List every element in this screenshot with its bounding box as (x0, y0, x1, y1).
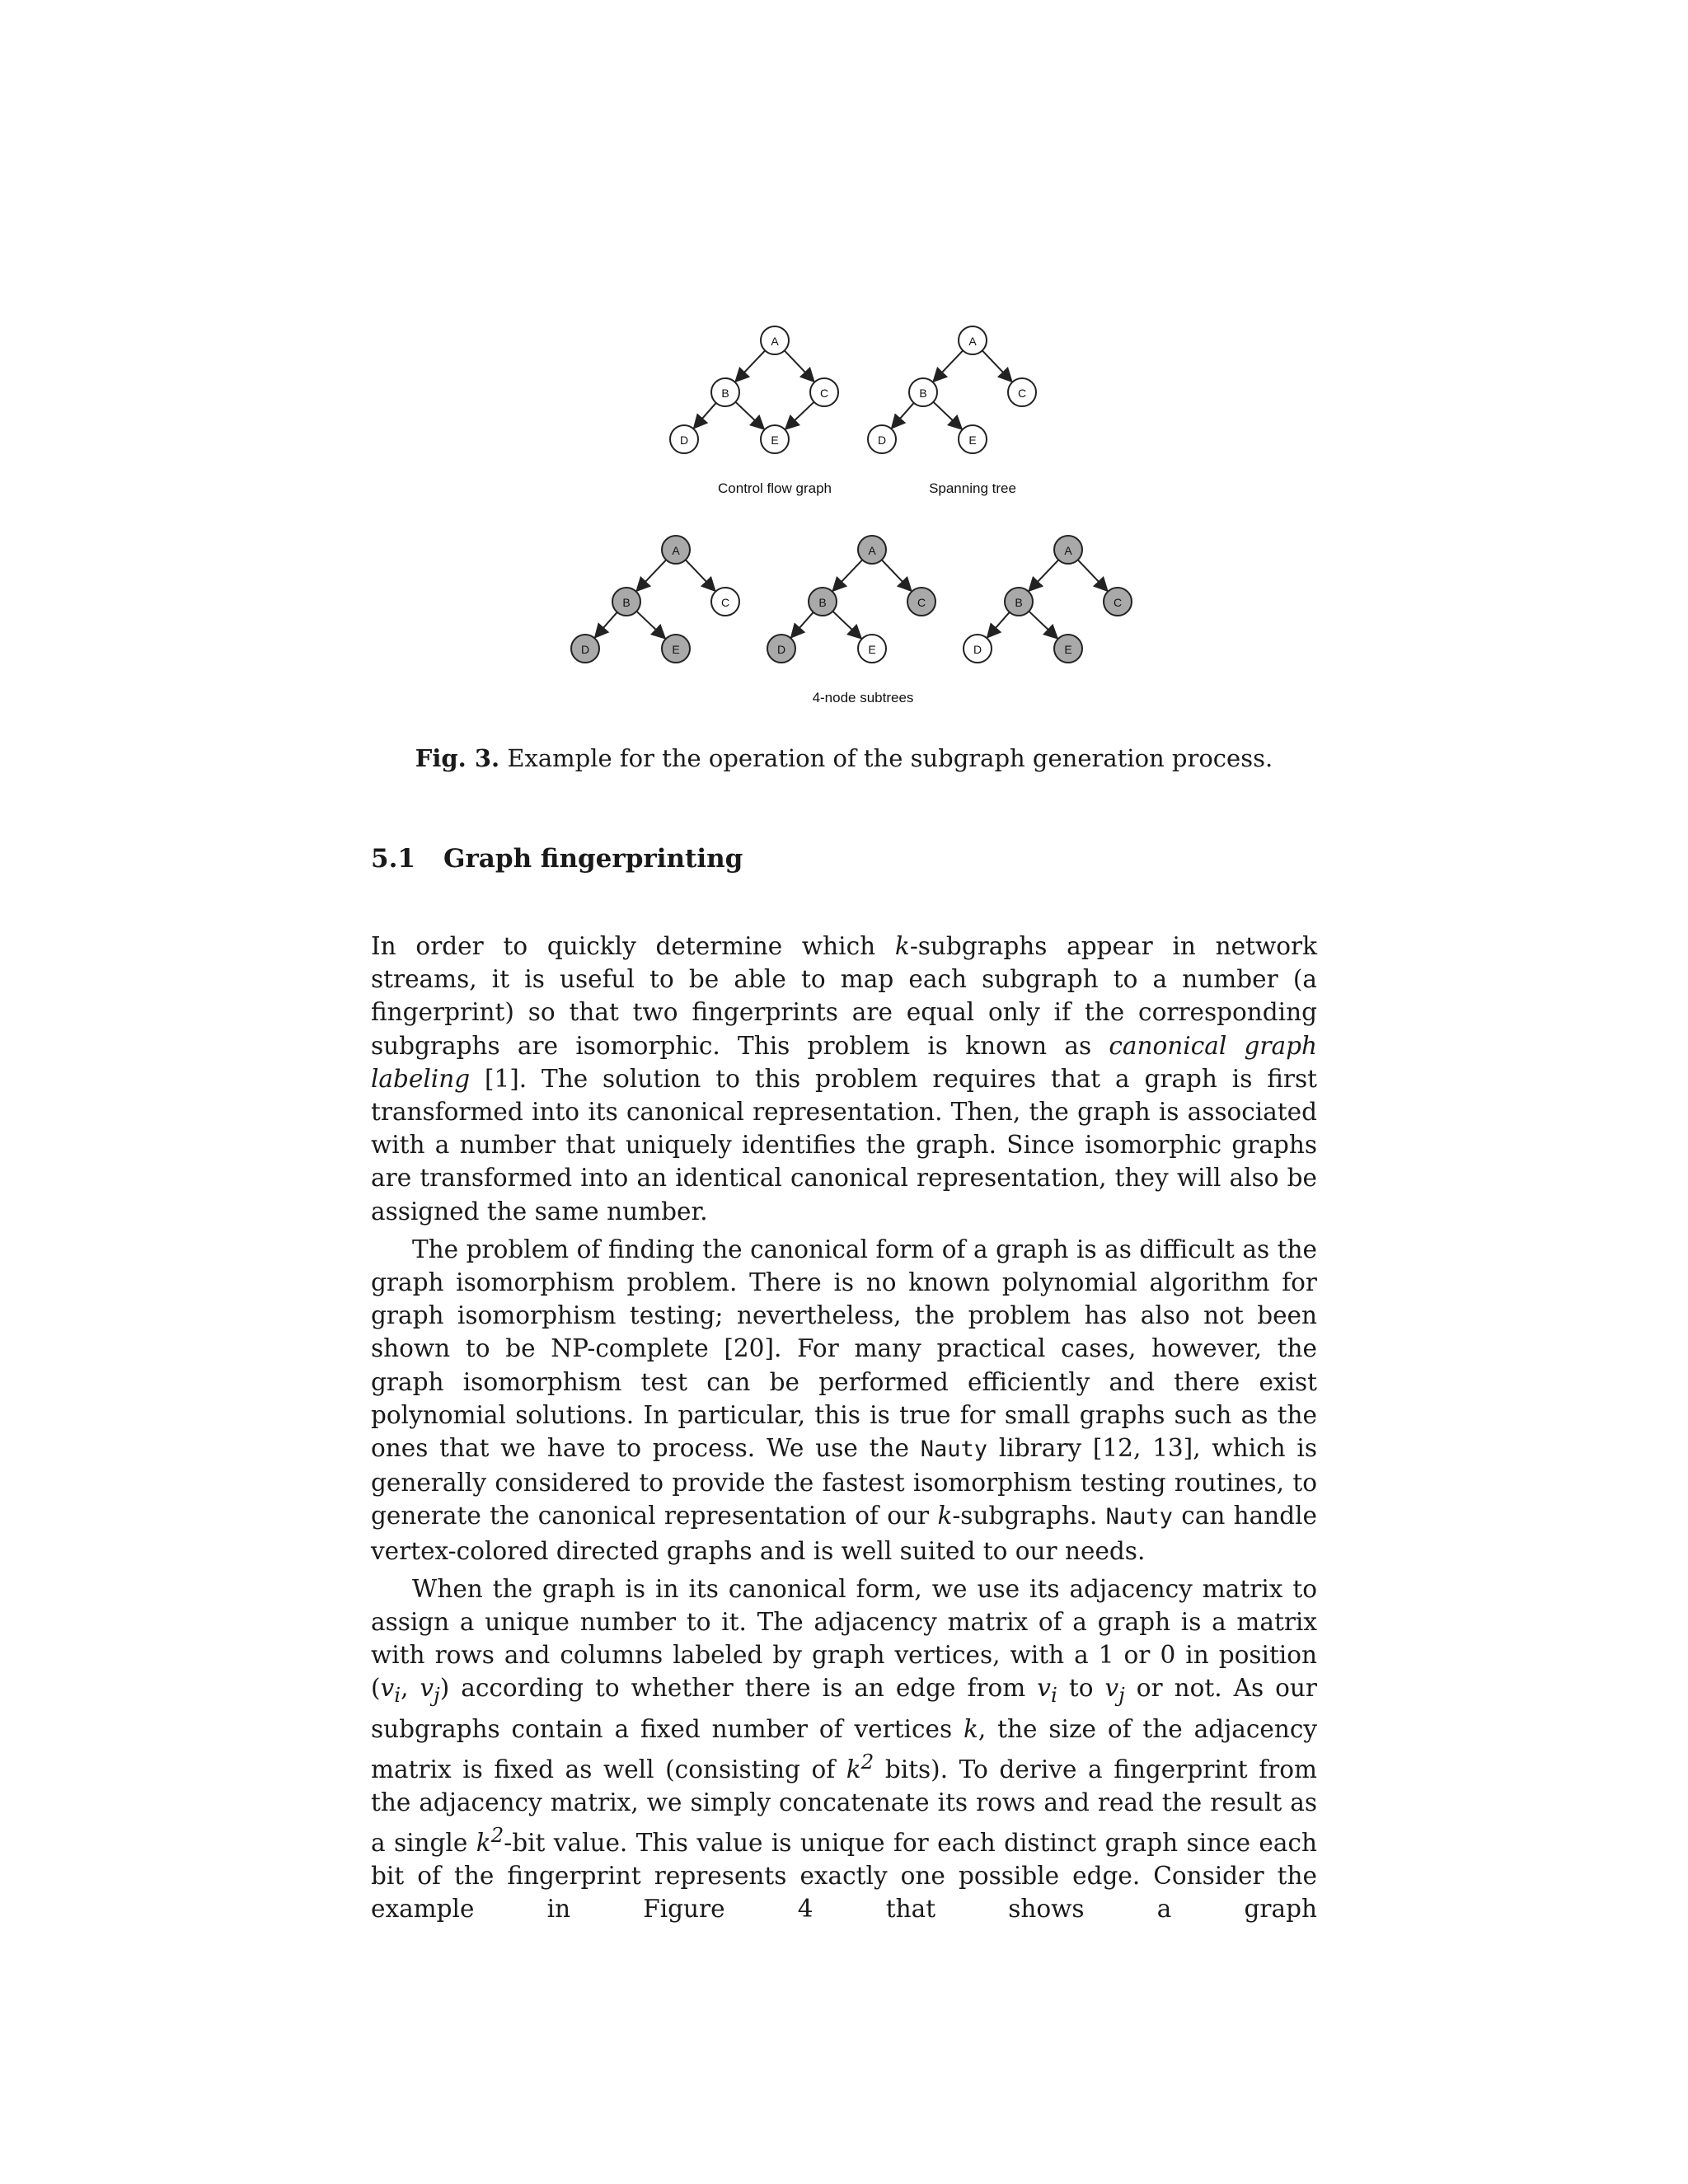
graph-node-label: D (877, 434, 887, 447)
paragraph-2: The problem of finding the canonical form of a graph is as difficult as the graph isomorphism problem. There is no known polynomial algorithm for graph isomorphism testing; nevertheless, the problem has also not been shown to be NP-complete [20]. For many practical cases, however, the graph isomorphism test can be performed efficiently and there exist polynomial solutions. In particular, this is true for small graphs such as the ones that we have to process. We use the Nauty library [12, 13], which is generally considered to provide the fastest isomorphism testing routines, to generate the canonical representation of our k-subgraphs. Nauty can handle vertex-colored directed graphs and is well suited to our needs. (371, 1235, 1317, 1565)
figure-caption (371, 742, 1317, 775)
graph-edge (694, 403, 716, 429)
graph-node-label: A (672, 544, 680, 557)
graph-edge (1029, 560, 1058, 591)
graph-edge (933, 402, 962, 429)
graph-edge (892, 403, 914, 429)
graph-node-label: E (672, 643, 680, 656)
graph-node-label: A (771, 335, 779, 348)
graph-node-label: B (721, 387, 729, 400)
section-number: 5.1 (371, 844, 415, 874)
graph-edge (785, 350, 814, 382)
graph-node-label: C (1113, 596, 1123, 609)
caption-text: Example for the operation of the subgraph generation process. (507, 744, 1273, 772)
graph-node-label: E (1064, 643, 1072, 656)
graph-node-label: D (973, 643, 982, 656)
graph-edge (785, 402, 814, 429)
graph-edge (686, 560, 715, 591)
graph-edge (832, 560, 862, 591)
graph-node-label: D (580, 643, 590, 656)
graph-node-label: C (720, 596, 730, 609)
graph-edge (595, 612, 617, 638)
spanning-tree-label: Spanning tree (929, 480, 1016, 496)
graph-edge (933, 350, 963, 382)
paragraph-3: When the graph is in its canonical form, we use its adjacency matrix to assign a unique number to it. The adjacency matrix of a graph is a matrix with rows and columns labeled by graph vertices, with a 1 or 0 in position ($v_i$, $v_j$) according to whether there is an edge from $v_i$ to $v_j$ or not. As our subgraphs contain a fixed number of vertices k, the size of the adjacency matrix is fixed as well (consisting of $k^2$ bits). To derive a fingerprint from the adjacency matrix, we simply concatenate its rows and read the result as a single $k^2$-bit value. This value is unique for each distinct graph since each bit of the fingerprint represents exactly one possible edge. Consider the example in Figure 4 that shows a graph (371, 1574, 1318, 1924)
graph-edge (1078, 560, 1108, 591)
section-title: Graph fingerprinting (443, 844, 743, 874)
graph-node-label: A (1064, 544, 1072, 557)
graph-node-label: C (819, 387, 829, 400)
graph-node-label: D (776, 643, 786, 656)
graph-edge (735, 350, 765, 382)
paragraph-1: In order to quickly determine which k-subgraphs appear in network streams, it is useful to be able to map each subgraph to a number (a fingerprint) so that two fingerprints are equal only if the corresponding subgraphs are isomorphic. This problem is known as canonical graph labeling [1]. The solution to this problem requires that a graph is first transformed into its canonical representation. Then, the graph is associated with a number that uniquely identifies the graph. Since isomorphic graphs are transformed into an identical canonical representation, they will also be assigned the same number. (371, 932, 1317, 1226)
graph-node-label: E (771, 434, 779, 447)
graph-node-label: C (917, 596, 926, 609)
body-text (371, 930, 1317, 1930)
graph-edge (1029, 612, 1057, 639)
graph-node-label: B (622, 596, 631, 609)
math-vj: $v_j$ (1104, 1674, 1125, 1708)
graph-node-label: B (1015, 596, 1023, 609)
graph-edge (882, 560, 912, 591)
math-k-squared: $k^2$ (846, 1749, 874, 1783)
graph-node-label: D (679, 434, 689, 447)
subtrees-label: 4-node subtrees (812, 690, 914, 705)
graph-node-label: C (1017, 387, 1027, 400)
graph-edge (636, 560, 666, 591)
graph-edge (832, 612, 861, 639)
graph-edge (791, 612, 814, 638)
graph-edge (636, 612, 665, 639)
graph-edge (987, 612, 1010, 638)
math-k-squared: $k^2$ (476, 1823, 504, 1857)
graph-node-label: E (868, 643, 876, 656)
graph-edge (982, 350, 1012, 382)
figure-3-diagram (0, 0, 1688, 725)
math-vi: $v_i$ (1037, 1674, 1057, 1708)
graph-node-label: B (919, 387, 927, 400)
caption-label: Fig. 3. (415, 744, 500, 772)
graph-node-label: B (818, 596, 827, 609)
graph-edge (735, 402, 764, 429)
math-position: ($v_i$, $v_j$) (371, 1674, 450, 1708)
section-heading (371, 842, 743, 875)
graph-node-label: A (968, 335, 977, 348)
graph-node-label: E (968, 434, 977, 447)
control-flow-graph-label: Control flow graph (718, 480, 832, 496)
graph-node-label: A (868, 544, 876, 557)
